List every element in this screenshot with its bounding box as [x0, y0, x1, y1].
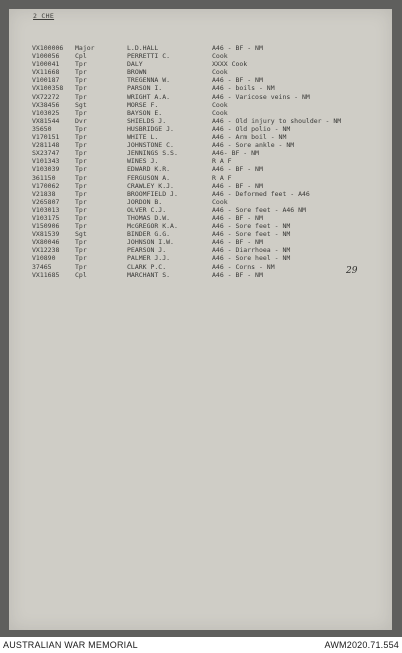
- list-row: [9, 101, 392, 109]
- soldier-name: JOHNSON I.W.: [127, 238, 174, 247]
- soldier-name: BAYSON E.: [127, 108, 163, 117]
- rank: Major: [75, 44, 95, 52]
- list-row: [9, 198, 392, 206]
- rank: Tpr: [75, 149, 87, 158]
- list-row: [9, 93, 392, 101]
- soldier-name: DALY: [127, 60, 143, 69]
- remark: A46 - Old injury to shoulder - NM: [212, 116, 342, 125]
- service-number: V103025: [32, 108, 60, 117]
- service-number: V21838: [32, 189, 56, 198]
- remark: A46 - Deformed feet - A46: [212, 189, 310, 198]
- rank: Tpr: [75, 92, 87, 101]
- list-row: [9, 165, 392, 173]
- list-row: [9, 271, 392, 279]
- remark: A46 - Sore ankle - NM: [212, 141, 295, 150]
- remark: A46 - BF - NM: [212, 238, 263, 247]
- rank: Tpr: [75, 124, 87, 133]
- soldier-name: PALMER J.J.: [127, 254, 171, 263]
- soldier-name: TREGENNA W.: [127, 76, 171, 85]
- soldier-name: THOMAS D.W.: [127, 213, 171, 222]
- service-number: V103013: [32, 205, 60, 214]
- list-row: [9, 68, 392, 76]
- list-row: [9, 263, 392, 271]
- remark: A46 - BF - NM: [212, 181, 263, 190]
- remark: A46 - Varicose veins - NM: [212, 92, 310, 101]
- remark: A46 - Sore heel - NM: [212, 254, 291, 263]
- footer: [0, 637, 402, 653]
- list-row: [9, 60, 392, 68]
- service-number: V103039: [32, 165, 60, 174]
- rank: Cpl: [75, 52, 87, 61]
- rank: Tpr: [75, 68, 87, 77]
- soldier-name: MORSE F.: [127, 100, 159, 109]
- remark: A46 - BF - NM: [212, 213, 263, 222]
- list-row: [9, 117, 392, 125]
- service-number: V100187: [32, 76, 60, 85]
- rank: Tpr: [75, 141, 87, 150]
- service-number: 35650: [32, 124, 52, 133]
- remark: Cook: [212, 108, 228, 117]
- handwritten-note: 29: [346, 266, 358, 276]
- service-number: V101343: [32, 157, 60, 166]
- rank: Tpr: [75, 238, 87, 247]
- remark: A46 - BF - NM: [212, 44, 263, 52]
- rank: Tpr: [75, 246, 87, 255]
- list-row: [9, 109, 392, 117]
- service-number: V10890: [32, 254, 56, 263]
- remark: Cook: [212, 68, 228, 77]
- soldier-name: WHITE L.: [127, 133, 159, 142]
- soldier-name: JORDON B.: [127, 197, 163, 206]
- soldier-name: BINDER G.G.: [127, 230, 171, 239]
- rank: Dvr: [75, 116, 87, 125]
- remark: Cook: [212, 197, 228, 206]
- personnel-list: [9, 44, 392, 279]
- service-number: VX81544: [32, 116, 60, 125]
- rank: Tpr: [75, 189, 87, 198]
- list-row: [9, 125, 392, 133]
- soldier-name: PARSON I.: [127, 84, 163, 93]
- list-row: [9, 157, 392, 165]
- remark: A46 - Sore feet - NM: [212, 230, 291, 239]
- list-row: [9, 84, 392, 92]
- soldier-name: PEARSON J.: [127, 246, 167, 255]
- list-row: [9, 133, 392, 141]
- remark: A46 - Sore feet - A46 NM: [212, 205, 306, 214]
- rank: Tpr: [75, 108, 87, 117]
- list-row: [9, 254, 392, 262]
- list-row: [9, 246, 392, 254]
- list-row: [9, 149, 392, 157]
- soldier-name: BROWN: [127, 68, 147, 77]
- service-number: VX72272: [32, 92, 60, 101]
- page-reference: 2 CHE: [33, 12, 55, 20]
- remark: A46 - BF - NM: [212, 165, 263, 174]
- service-number: SX23747: [32, 149, 60, 158]
- list-row: [9, 190, 392, 198]
- soldier-name: JOHNSTONE C.: [127, 141, 174, 150]
- soldier-name: SHIELDS J.: [127, 116, 167, 125]
- service-number: VX81539: [32, 230, 60, 239]
- soldier-name: OLVER C.J.: [127, 205, 167, 214]
- rank: Tpr: [75, 197, 87, 206]
- service-number: VX100358: [32, 84, 64, 93]
- list-row: [9, 182, 392, 190]
- service-number: VX100006: [32, 44, 64, 52]
- rank: Tpr: [75, 76, 87, 85]
- list-row: [9, 222, 392, 230]
- rank: Tpr: [75, 254, 87, 263]
- remark: A46 - Sore feet - NM: [212, 222, 291, 231]
- rank: Tpr: [75, 165, 87, 174]
- rank: Sgt: [75, 100, 87, 109]
- service-number: VX11685: [32, 270, 60, 279]
- service-number: VX38456: [32, 100, 60, 109]
- remark: Cook: [212, 100, 228, 109]
- remark: Cook: [212, 52, 228, 61]
- remark: A46 - Old polio - NM: [212, 124, 291, 133]
- service-number: V281148: [32, 141, 60, 150]
- rank: Tpr: [75, 133, 87, 142]
- soldier-name: JENNINGS S.S.: [127, 149, 178, 158]
- rank: Tpr: [75, 262, 87, 271]
- remark: A46 - Arm boil - NM: [212, 133, 287, 142]
- service-number: VX12238: [32, 246, 60, 255]
- service-number: V170151: [32, 133, 60, 142]
- rank: Tpr: [75, 181, 87, 190]
- rank: Tpr: [75, 60, 87, 69]
- list-row: [9, 214, 392, 222]
- list-row: [9, 76, 392, 84]
- soldier-name: EDWARD K.R.: [127, 165, 171, 174]
- remark: A46 - BF - NM: [212, 76, 263, 85]
- service-number: VX80046: [32, 238, 60, 247]
- service-number: 361150: [32, 173, 56, 182]
- list-row: [9, 230, 392, 238]
- rank: Tpr: [75, 84, 87, 93]
- remark: R A F: [212, 157, 232, 166]
- service-number: V265807: [32, 197, 60, 206]
- remark: A46 - boils - NM: [212, 84, 275, 93]
- soldier-name: HUSBRIDGE J.: [127, 124, 174, 133]
- rank: Tpr: [75, 213, 87, 222]
- soldier-name: WRIGHT A.A.: [127, 92, 171, 101]
- service-number: V150906: [32, 222, 60, 231]
- footer-accession-number: AWM2020.71.554: [324, 640, 399, 650]
- rank: Tpr: [75, 173, 87, 182]
- service-number: V100056: [32, 52, 60, 61]
- remark: A46 - Corns - NM: [212, 262, 275, 271]
- soldier-name: BROOMFIELD J.: [127, 189, 178, 198]
- soldier-name: CRAWLEY K.J.: [127, 181, 174, 190]
- soldier-name: CLARK P.C.: [127, 262, 167, 271]
- soldier-name: L.D.HALL: [127, 44, 159, 52]
- service-number: V100041: [32, 60, 60, 69]
- remark: A46 - Diarrhoea - NM: [212, 246, 291, 255]
- list-row: [9, 206, 392, 214]
- remark: R A F: [212, 173, 232, 182]
- service-number: 37465: [32, 262, 52, 271]
- document-page: [9, 9, 392, 630]
- list-row: [9, 238, 392, 246]
- list-row: [9, 174, 392, 182]
- rank: Cpl: [75, 270, 87, 279]
- remark: A46- BF - NM: [212, 149, 259, 158]
- remark: A46 - BF - NM: [212, 270, 263, 279]
- rank: Tpr: [75, 205, 87, 214]
- remark: XXXX Cook: [212, 60, 248, 69]
- list-row: [9, 52, 392, 60]
- soldier-name: McGREGOR K.A.: [127, 222, 178, 231]
- list-row: [9, 141, 392, 149]
- soldier-name: MARCHANT S.: [127, 270, 171, 279]
- rank: Sgt: [75, 230, 87, 239]
- list-row: [9, 44, 392, 52]
- rank: Tpr: [75, 157, 87, 166]
- rank: Tpr: [75, 222, 87, 231]
- soldier-name: WINES J.: [127, 157, 159, 166]
- service-number: V170062: [32, 181, 60, 190]
- service-number: VX11668: [32, 68, 60, 77]
- soldier-name: FERGUSON A.: [127, 173, 171, 182]
- footer-institution: AUSTRALIAN WAR MEMORIAL: [3, 640, 138, 650]
- service-number: V103175: [32, 213, 60, 222]
- soldier-name: PERRETTI C.: [127, 52, 171, 61]
